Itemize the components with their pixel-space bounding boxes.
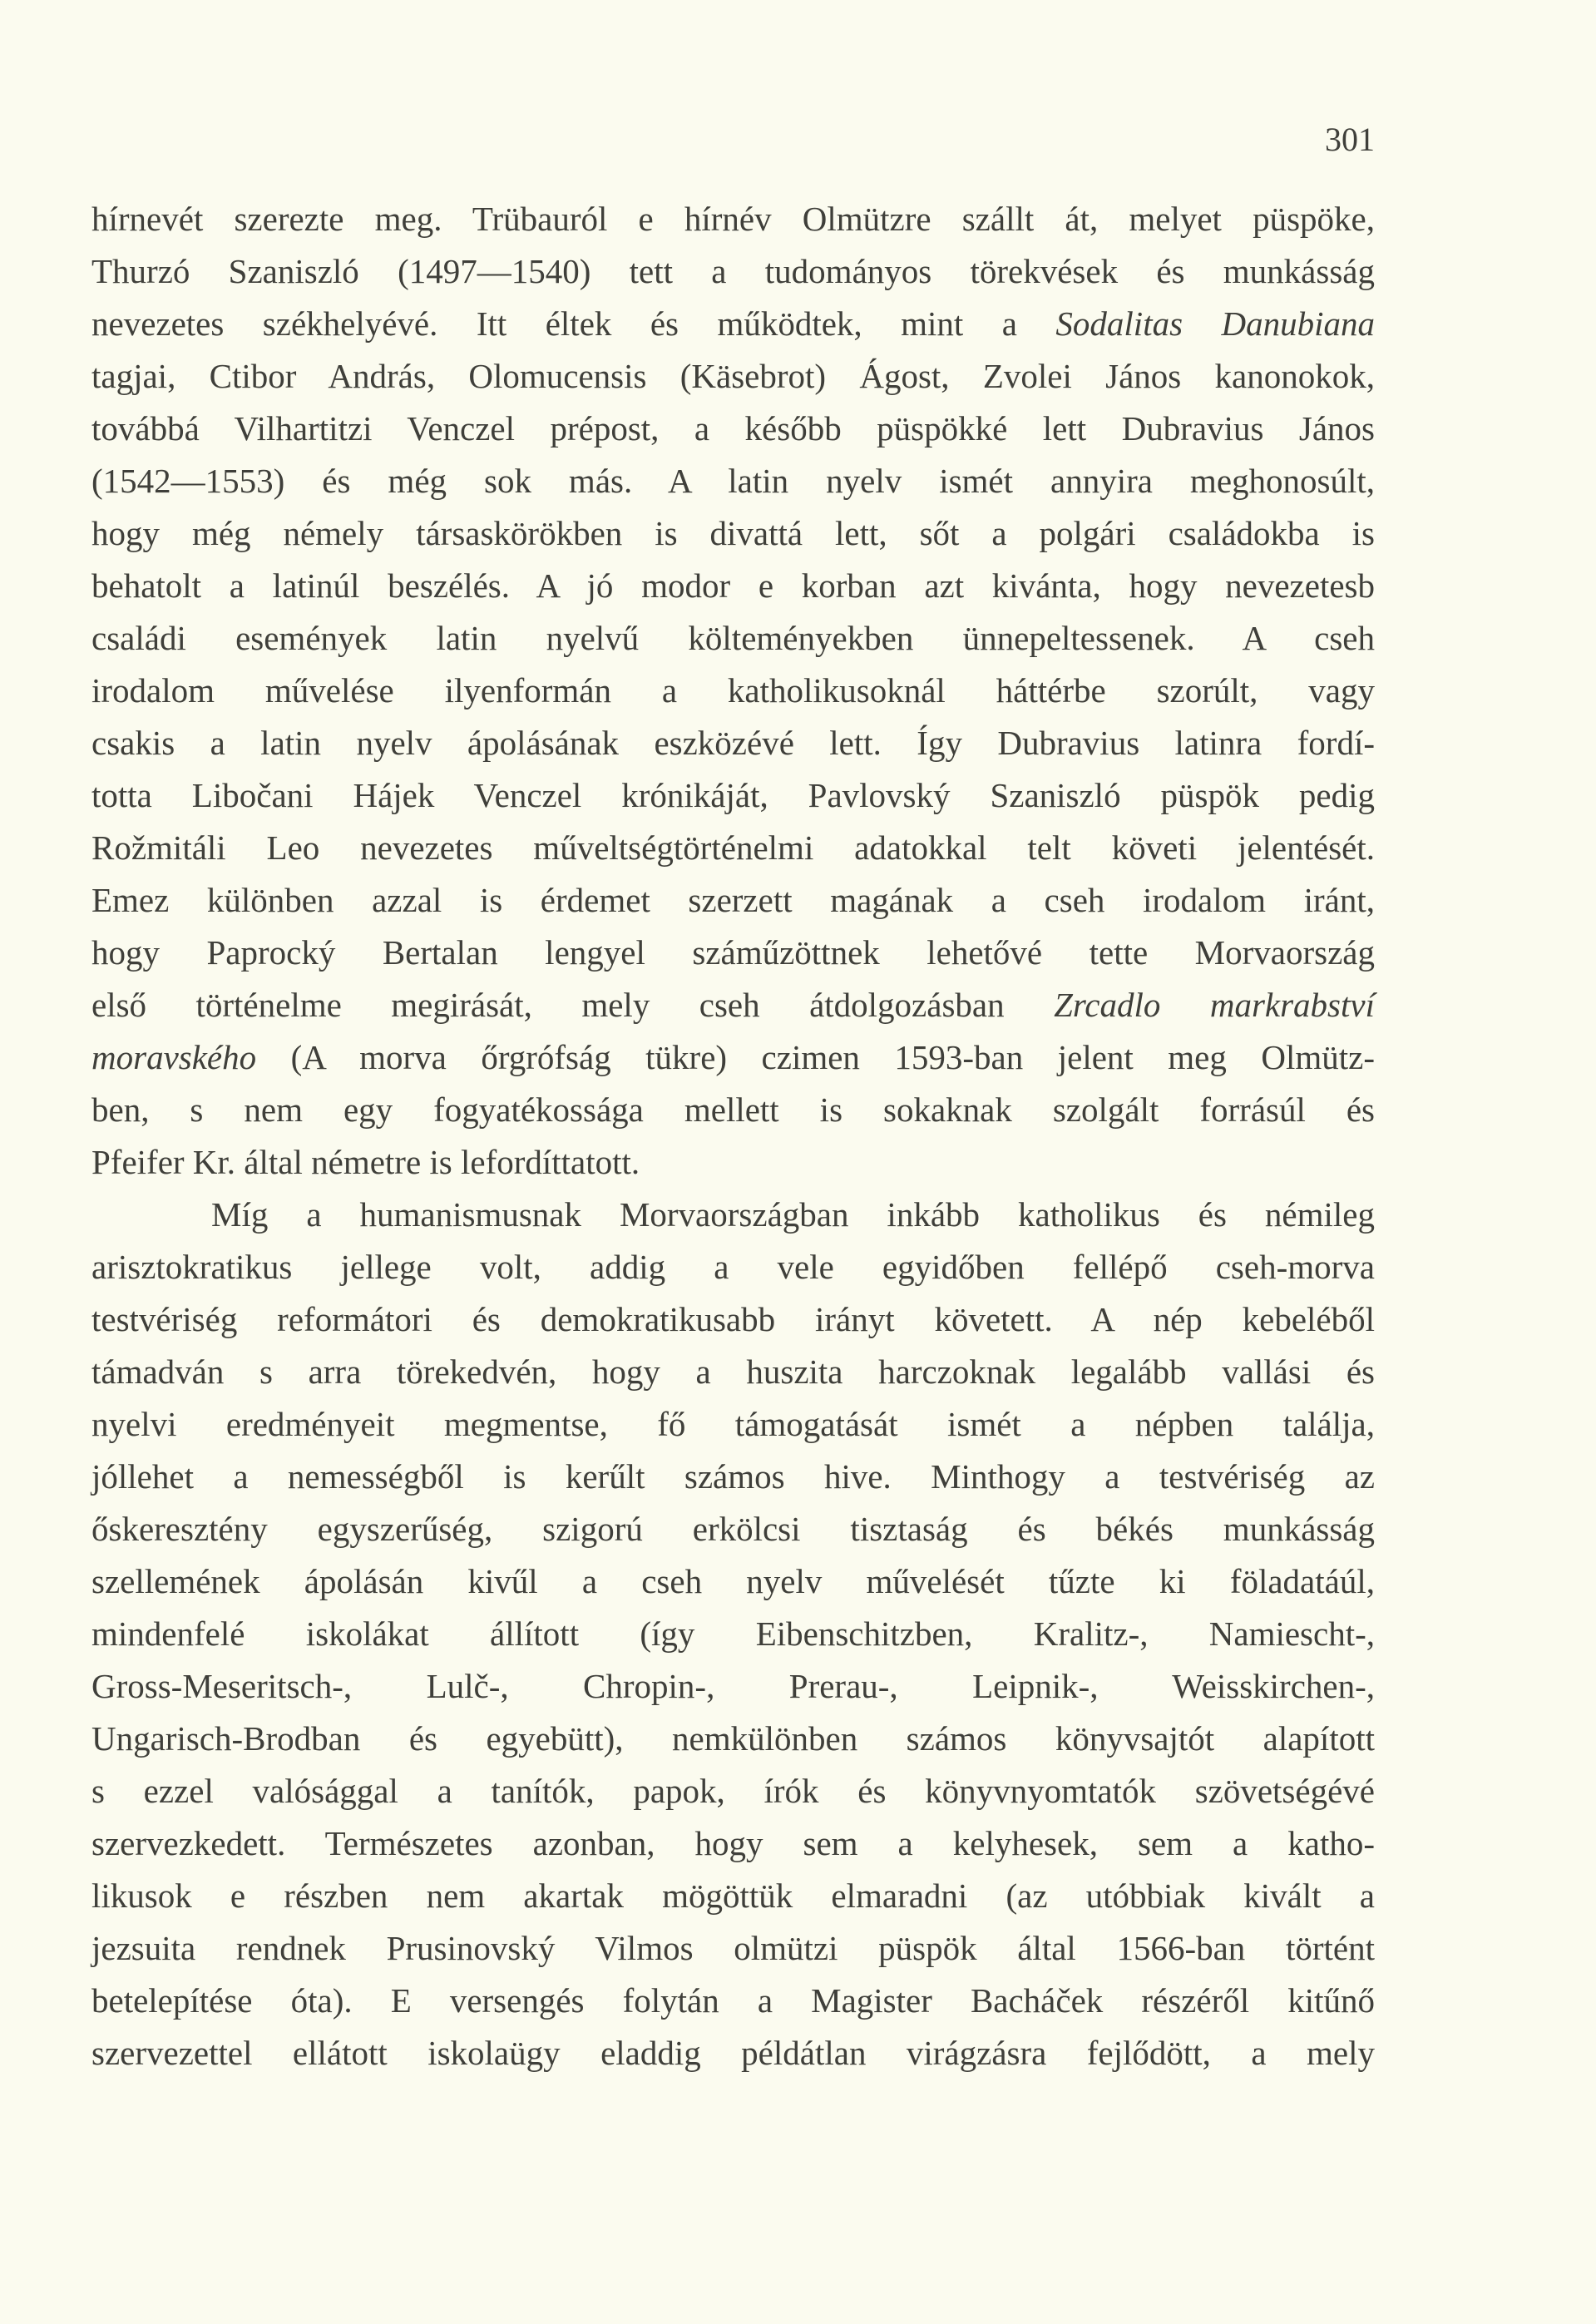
text-line xyxy=(91,455,1375,507)
italic-title: Sodalitas Danubiana xyxy=(1055,304,1375,343)
text-segment: tagjai, Ctibor András, Olomucensis (Käsebrot) Ágost, Zvolei János kanonokok, xyxy=(91,357,1375,395)
text-line xyxy=(91,612,1375,665)
text-segment: testvériség reformátori és demokratikusabb irányt követett. A nép kebeléből xyxy=(91,1300,1375,1338)
text-line xyxy=(91,1451,1375,1503)
text-segment: Rožmitáli Leo nevezetes műveltségtörténelmi adatokkal telt követi jelentését. xyxy=(91,828,1375,867)
text-line xyxy=(91,193,1375,245)
text-line xyxy=(91,1608,1375,1660)
text-segment: jóllehet a nemességből is kerűlt számos hive. Minthogy a testvériség az xyxy=(91,1457,1375,1496)
text-line xyxy=(91,1555,1375,1608)
text-line xyxy=(91,717,1375,769)
text-line xyxy=(91,665,1375,717)
text-line xyxy=(91,403,1375,455)
text-segment: továbbá Vilhartitzi Venczel prépost, a később püspökké lett Dubravius János xyxy=(91,409,1375,447)
text-segment: jezsuita rendnek Prusinovský Vilmos olmützi püspök által 1566-ban történt xyxy=(91,1929,1375,1967)
text-segment: csakis a latin nyelv ápolásának eszközévé lett. Így Dubravius latinra fordí- xyxy=(91,724,1375,762)
text-line xyxy=(91,2027,1375,2079)
text-segment: mindenfelé iskolákat állított (így Eibenschitzben, Kralitz-, Namiescht-, xyxy=(91,1614,1375,1653)
text-segment: betelepítése óta). E versengés folytán a Magister Bacháček részéről kitűnő xyxy=(91,1981,1375,2020)
text-segment: támadván s arra törekedvén, hogy a huszita harczoknak legalább vallási és xyxy=(91,1352,1375,1391)
text-segment: szervezkedett. Természetes azonban, hogy sem a kelyhesek, sem a katho- xyxy=(91,1824,1375,1862)
text-line xyxy=(91,507,1375,560)
text-line xyxy=(91,1503,1375,1555)
text-line xyxy=(91,1084,1375,1136)
text-segment: nyelvi eredményeit megmentse, fő támogatását ismét a népben találja, xyxy=(91,1405,1375,1443)
text-line xyxy=(91,560,1375,612)
text-line xyxy=(91,1817,1375,1870)
text-line xyxy=(91,1713,1375,1765)
text-segment: totta Libočani Hájek Venczel krónikáját, Pavlovský Szaniszló püspök pedig xyxy=(91,776,1375,814)
text-segment: első történelme megirását, mely cseh átdolgozásban xyxy=(91,986,1055,1024)
text-segment: szellemének ápolásán kivűl a cseh nyelv művelését tűzte ki föladatáúl, xyxy=(91,1562,1375,1600)
text-line xyxy=(91,1293,1375,1346)
text-segment: nevezetes székhelyévé. Itt éltek és működtek, mint a xyxy=(91,304,1056,343)
text-line xyxy=(91,1975,1375,2027)
text-line xyxy=(91,1922,1375,1975)
text-line xyxy=(91,1398,1375,1451)
text-segment: s ezzel valósággal a tanítók, papok, írók és könyvnyomtatók szövetségévé xyxy=(91,1772,1375,1810)
text-line xyxy=(91,1660,1375,1713)
text-line xyxy=(91,1189,1375,1241)
text-line xyxy=(91,979,1375,1031)
text-line xyxy=(91,298,1375,350)
italic-title: Zrcadlo markrabství xyxy=(1054,986,1375,1024)
text-segment: irodalom művelése ilyenformán a katholikusoknál háttérbe szorúlt, vagy xyxy=(91,671,1375,710)
text-line xyxy=(91,1136,1375,1189)
text-segment: családi események latin nyelvű költeményekben ünnepeltessenek. A cseh xyxy=(91,619,1375,657)
text-line xyxy=(91,350,1375,403)
text-line xyxy=(91,874,1375,927)
text-line xyxy=(91,1765,1375,1817)
text-segment: behatolt a latinúl beszélés. A jó modor e korban azt kivánta, hogy nevezetesb xyxy=(91,566,1375,605)
text-segment: likusok e részben nem akartak mögöttük elmaradni (az utóbbiak kivált a xyxy=(91,1877,1375,1915)
text-line xyxy=(91,1241,1375,1293)
text-segment: Ungarisch-Brodban és egyebütt), nemkülönben számos könyvsajtót alapított xyxy=(91,1719,1375,1758)
text-segment: hírnevét szerezte meg. Trübauról e hírnév Olmützre szállt át, melyet püspöke, xyxy=(91,200,1375,238)
page-number: 301 xyxy=(1325,121,1375,158)
text-segment: Míg a humanismusnak Morvaországban inkább katholikus és némileg xyxy=(211,1195,1375,1234)
text-segment: hogy Paprocký Bertalan lengyel száműzöttnek lehetővé tette Morvaország xyxy=(91,933,1375,972)
text-segment: őskeresztény egyszerűség, szigorú erkölcsi tisztaság és békés munkásság xyxy=(91,1510,1375,1548)
text-line xyxy=(91,822,1375,874)
text-line xyxy=(91,1870,1375,1922)
text-line xyxy=(91,769,1375,822)
text-segment: (1542—1553) és még sok más. A latin nyelv ismét annyira meghonosúlt, xyxy=(91,462,1375,500)
text-segment: arisztokratikus jellege volt, addig a vele egyidőben fellépő cseh-morva xyxy=(91,1248,1375,1286)
text-segment: (A morva őrgrófság tükre) czimen 1593-ban jelent meg Olmütz- xyxy=(256,1038,1375,1076)
text-segment: ben, s nem egy fogyatékossága mellett is sokaknak szolgált forrásúl és xyxy=(91,1090,1375,1129)
body-text xyxy=(91,193,1375,2079)
text-segment: Gross-Meseritsch-, Lulč-, Chropin-, Prerau-, Leipnik-, Weisskirchen-, xyxy=(91,1667,1375,1705)
text-segment: Emez különben azzal is érdemet szerzett magának a cseh irodalom iránt, xyxy=(91,881,1375,919)
text-segment: Pfeifer Kr. által németre is lefordíttatott. xyxy=(91,1143,640,1181)
text-line xyxy=(91,245,1375,298)
text-line xyxy=(91,1031,1375,1084)
italic-title: moravského xyxy=(91,1038,257,1076)
text-segment: hogy még némely társaskörökben is divattá lett, sőt a polgári családokba is xyxy=(91,514,1375,552)
text-segment: Thurzó Szaniszló (1497—1540) tett a tudományos törekvések és munkásság xyxy=(91,252,1375,290)
text-line xyxy=(91,927,1375,979)
text-segment: szervezettel ellátott iskolaügy eladdig példátlan virágzásra fejlődött, a mely xyxy=(91,2034,1375,2072)
text-line xyxy=(91,1346,1375,1398)
